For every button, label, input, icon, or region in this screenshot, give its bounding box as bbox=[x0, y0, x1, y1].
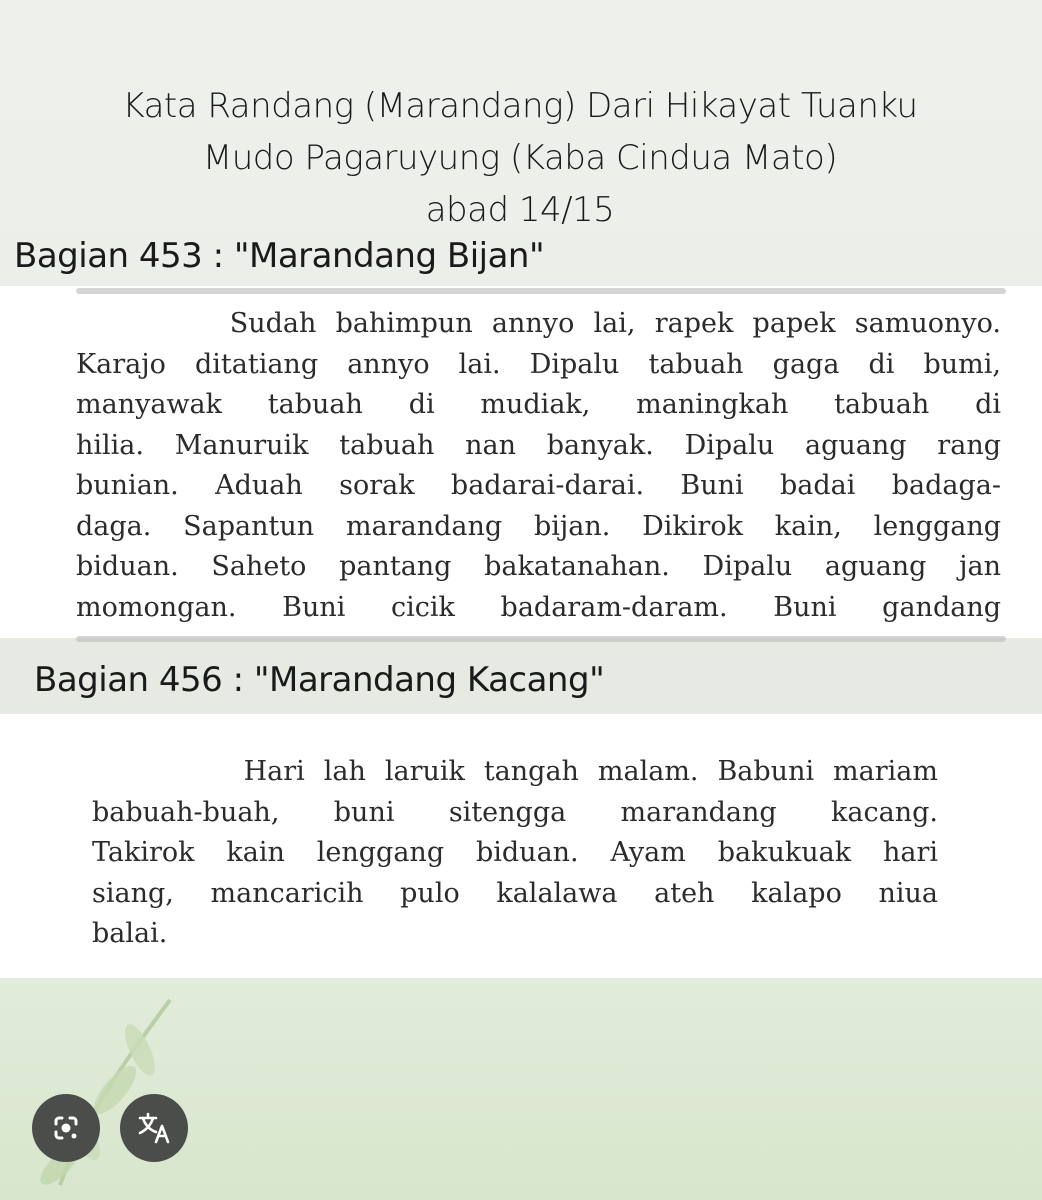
text-line: Sudah bahimpun annyo lai, rapek papek samuonyo. bbox=[76, 308, 1001, 339]
text-line: balai. bbox=[92, 918, 168, 949]
text-line: Takirok kain lenggang biduan. Ayam bakukuak hari bbox=[92, 837, 938, 868]
title-line-1: Kata Randang (Marandang) Dari Hikayat Tuanku bbox=[122, 86, 918, 126]
text-line: daga. Sapantun marandang bijan. Dikirok kain, lenggang bbox=[76, 510, 1001, 542]
cropped-text-line-top bbox=[76, 286, 1006, 296]
cropped-text-line-bottom bbox=[76, 634, 1006, 644]
translate-icon bbox=[134, 1108, 174, 1148]
text-line: Hari lah laruik tangah malam. Babuni mariam bbox=[92, 756, 938, 787]
text-line: hilia. Manuruik tabuah nan banyak. Dipalu aguang rang bbox=[76, 429, 1001, 461]
text-line: momongan. Buni cicik badaram-daram. Buni gandang bbox=[76, 591, 1001, 623]
paragraph-bagian-456 bbox=[92, 752, 938, 955]
text-line: manyawak tabuah di mudiak, maningkah tabuah di bbox=[76, 389, 1001, 420]
document-title bbox=[60, 80, 980, 236]
title-line-2: Mudo Pagaruyung (Kaba Cindua Mato) bbox=[202, 138, 838, 178]
text-line: biduan. Saheto pantang bakatanahan. Dipalu aguang jan bbox=[76, 551, 1001, 582]
leaf-decoration bbox=[20, 980, 200, 1190]
translate-button[interactable] bbox=[120, 1094, 188, 1162]
lens-button[interactable] bbox=[32, 1094, 100, 1162]
text-line: Karajo ditatiang annyo lai. Dipalu tabuah gaga di bumi, bbox=[76, 348, 1001, 380]
lens-camera-icon bbox=[48, 1110, 84, 1146]
section-heading-453: Bagian 453 : "Marandang Bijan" bbox=[14, 236, 545, 276]
section-heading-456: Bagian 456 : "Marandang Kacang" bbox=[34, 660, 605, 700]
text-line: bunian. Aduah sorak badarai-darai. Buni badai badaga- bbox=[76, 470, 1001, 501]
text-line: babuah-buah, buni sitengga marandang kacang. bbox=[92, 796, 938, 828]
title-line-3: abad 14/15 bbox=[425, 190, 615, 230]
text-line: siang, mancaricih pulo kalalawa ateh kalapo niua bbox=[92, 877, 938, 909]
paragraph-bagian-453 bbox=[76, 304, 1001, 628]
